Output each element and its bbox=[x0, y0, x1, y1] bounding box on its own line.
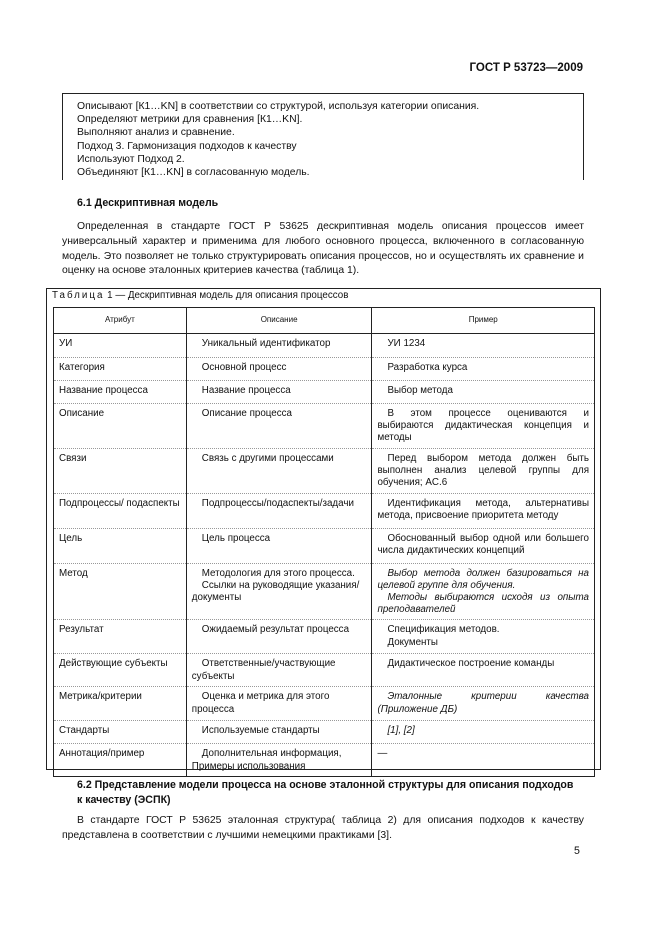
cell-description bbox=[186, 563, 372, 620]
cell-attribute: Метод bbox=[54, 563, 187, 620]
cell-attribute: Подпроцессы/ подаспекты bbox=[54, 493, 187, 528]
cell-example-line: Методы выбираются исходя из опыта преподавателей bbox=[377, 592, 589, 616]
table-header-row bbox=[54, 308, 595, 334]
table-row bbox=[54, 448, 595, 493]
cell-attribute: Цель bbox=[54, 528, 187, 563]
cell-example bbox=[372, 358, 595, 381]
cell-example-line: Дидактическое построение команды bbox=[387, 658, 555, 670]
cell-attribute: Аннотация/пример bbox=[54, 744, 187, 777]
section-6-2-title: 6.2 Представление модели процесса на основе эталонной структуры для описания подходов к качеству (ЭСПК) bbox=[77, 779, 574, 806]
box-line: Объединяют [К1…KN] в согласованную модель. bbox=[77, 167, 310, 179]
column-header-attribute: Атрибут bbox=[54, 308, 187, 334]
table-row bbox=[54, 528, 595, 563]
cell-description bbox=[186, 334, 372, 358]
box-line: Выполняют анализ и сравнение. bbox=[77, 127, 235, 139]
cell-description-line: Методология для этого процесса. bbox=[201, 567, 355, 579]
cell-example-line: [1], [2] bbox=[387, 725, 415, 737]
descriptive-model-table bbox=[53, 307, 595, 777]
cell-description-line: Подпроцессы/подаспекты/задачи bbox=[201, 497, 354, 509]
cell-example-line: Идентификация метода, альтернативы метода, присвоение приоритета методу bbox=[377, 497, 589, 521]
cell-example bbox=[372, 334, 595, 358]
table-caption bbox=[52, 290, 348, 301]
table-row bbox=[54, 358, 595, 381]
cell-description bbox=[186, 654, 372, 687]
table-row bbox=[54, 620, 595, 654]
cell-description bbox=[186, 493, 372, 528]
box-line: Используют Подход 2. bbox=[77, 153, 185, 165]
cell-example-line: Спецификация методов. bbox=[387, 624, 500, 636]
cell-description bbox=[186, 744, 372, 777]
cell-description bbox=[186, 620, 372, 654]
section-6-1-title: 6.1 Дескриптивная модель bbox=[77, 197, 219, 209]
cell-description bbox=[186, 404, 372, 449]
cell-attribute: Название процесса bbox=[54, 381, 187, 404]
cell-example-line: — bbox=[377, 748, 388, 760]
section-6-2-paragraph: В стандарте ГОСТ Р 53625 эталонная структура( таблица 2) для описания подходов к качеству представлена в соответствии с лучшими немецкими практиками [3]. bbox=[62, 815, 584, 841]
table-row bbox=[54, 381, 595, 404]
column-header-example: Пример bbox=[372, 308, 595, 334]
table-row bbox=[54, 721, 595, 744]
table-caption-label: Таблица bbox=[52, 290, 105, 301]
cell-description bbox=[186, 358, 372, 381]
table-row bbox=[54, 687, 595, 721]
table-row bbox=[54, 493, 595, 528]
cell-description-line: Название процесса bbox=[201, 385, 291, 396]
cell-description-line: Оценка и метрика для этого процесса bbox=[191, 691, 330, 715]
page-number: 5 bbox=[574, 845, 580, 857]
cell-attribute: Стандарты bbox=[54, 721, 187, 744]
cell-example-line: Разработка курса bbox=[387, 362, 468, 373]
cell-example bbox=[372, 563, 595, 620]
table-row bbox=[54, 744, 595, 777]
cell-example-line: Эталонные критерии качества (Приложение ДБ) bbox=[377, 691, 589, 715]
cell-attribute: Действующие субъекты bbox=[54, 654, 187, 687]
cell-example-line: В этом процессе оцениваются и выбираются дидактическая концепция и методы bbox=[377, 408, 589, 444]
cell-example-line: Выбор метода bbox=[387, 385, 453, 396]
cell-example-line: Документы bbox=[387, 636, 438, 648]
cell-description bbox=[186, 448, 372, 493]
cell-description-line: Используемые стандарты bbox=[201, 725, 320, 737]
cell-example bbox=[372, 654, 595, 687]
cell-attribute: Результат bbox=[54, 620, 187, 654]
cell-description-line: Ответственные/участвующие субъекты bbox=[191, 658, 336, 682]
cell-description-line: Описание процесса bbox=[201, 408, 292, 419]
cell-description-line: Цель процесса bbox=[201, 532, 271, 544]
box-line: Подход 3. Гармонизация подходов к качеству bbox=[77, 140, 297, 152]
cell-description-line: Связь с другими процессами bbox=[201, 452, 334, 464]
table-row bbox=[54, 334, 595, 358]
cell-example bbox=[372, 620, 595, 654]
cell-example bbox=[372, 404, 595, 449]
cell-example bbox=[372, 493, 595, 528]
cell-description bbox=[186, 687, 372, 721]
cell-description-line: Ожидаемый результат процесса bbox=[201, 624, 350, 636]
cell-example-line: Выбор метода должен базироваться на целевой группе для обучения. bbox=[377, 567, 589, 591]
cell-example bbox=[372, 687, 595, 721]
table-row bbox=[54, 563, 595, 620]
procedure-box bbox=[62, 93, 584, 180]
cell-description-line: Основной процесс bbox=[201, 362, 287, 373]
cell-attribute: Описание bbox=[54, 404, 187, 449]
cell-description-line: Уникальный идентификатор bbox=[201, 338, 331, 349]
cell-example bbox=[372, 721, 595, 744]
cell-example bbox=[372, 448, 595, 493]
cell-example bbox=[372, 528, 595, 563]
box-line: Описывают [К1…KN] в соответствии со структурой, используя категории описания. bbox=[77, 101, 480, 112]
cell-example bbox=[372, 381, 595, 404]
cell-attribute: Метрика/критерии bbox=[54, 687, 187, 721]
cell-attribute: Связи bbox=[54, 448, 187, 493]
cell-attribute: УИ bbox=[54, 334, 187, 358]
cell-description bbox=[186, 528, 372, 563]
cell-example-line: Перед выбором метода должен быть выполнен анализ целевой группы для обучения; AC.6 bbox=[377, 452, 589, 489]
cell-description bbox=[186, 381, 372, 404]
cell-attribute: Категория bbox=[54, 358, 187, 381]
table-row bbox=[54, 654, 595, 687]
column-header-description: Описание bbox=[186, 308, 372, 334]
table-caption-text: 1 — Дескриптивная модель для описания процессов bbox=[107, 290, 349, 301]
cell-example-line: УИ 1234 bbox=[387, 338, 426, 349]
cell-example bbox=[372, 744, 595, 777]
table-row bbox=[54, 404, 595, 449]
section-6-1-paragraph: Определенная в стандарте ГОСТ Р 53625 дескриптивная модель описания процессов имеет универсальный характер и применима для любого основного процесса, включенного в согласованную модель. Это позволяет не только структурировать описания процессов, но и осуществлять их сравнение и оценку на основе эталонных критериев качества (таблица 1). bbox=[62, 221, 584, 277]
box-line: Определяют метрики для сравнения [К1…KN]. bbox=[77, 114, 303, 126]
cell-description bbox=[186, 721, 372, 744]
cell-example-line: Обоснованный выбор одной или большего числа дидактических концепций bbox=[377, 532, 589, 556]
cell-description-line: Дополнительная информация, Примеры использования bbox=[191, 748, 342, 772]
cell-description-line: Ссылки на руководящие указания/документы bbox=[191, 579, 360, 604]
document-id-header: ГОСТ Р 53723—2009 bbox=[469, 62, 583, 74]
